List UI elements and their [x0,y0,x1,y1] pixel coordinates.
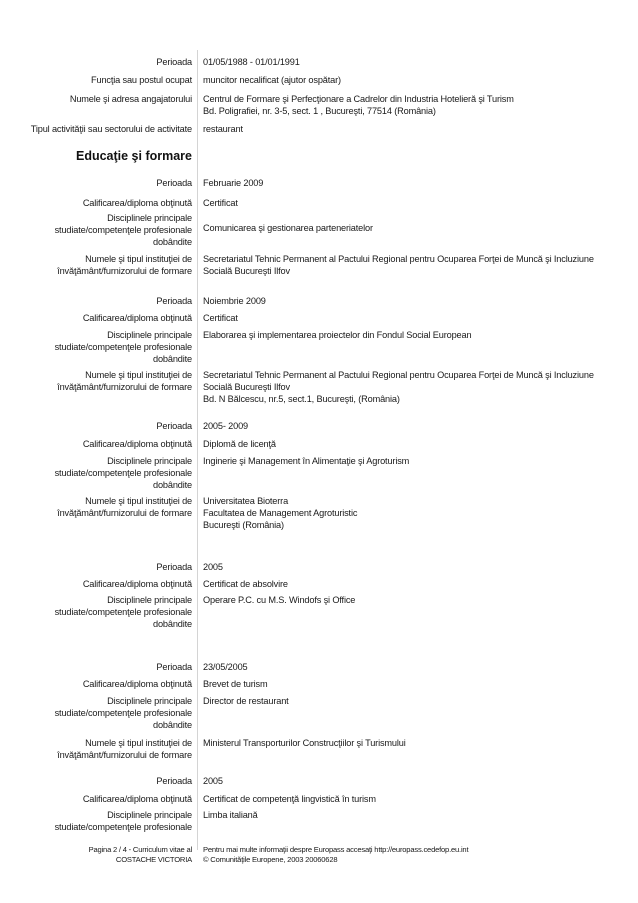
edu-subjects-value: Elaborarea şi implementarea proiectelor din Fondul Social European [203,330,472,340]
edu-qualification-label: Calificarea/diploma obţinută [82,439,192,449]
edu-qualification-value: Certificat [203,198,238,208]
edu-subjects-label-line: studiate/competenţele profesionale [54,468,192,479]
edu-org-label-line: Numele şi tipul instituţiei de [85,254,192,264]
edu-qualification-value: Brevet de turism [203,679,268,689]
edu-subjects-label [2,212,192,249]
edu-subjects-label-line: studiate/competenţele profesionale [54,342,192,353]
edu-subjects-label-line: Disciplinele principale [107,696,192,706]
edu-qualification-label: Calificarea/diploma obţinută [82,579,192,589]
edu-period-value: Februarie 2009 [203,178,264,188]
edu-qualification-label: Calificarea/diploma obţinută [82,198,192,208]
work-employer-line: Centrul de Formare şi Perfecţionare a Cadrelor din Industria Hotelieră şi Turism [203,94,514,104]
edu-period-value: 23/05/2005 [203,662,248,672]
edu-org-label-line: învăţământ/furnizorului de formare [57,750,192,761]
edu-subjects-label-line: dobândite [152,354,192,365]
work-period-value: 01/05/1988 - 01/01/1991 [203,57,300,67]
edu-subjects-label-line: studiate/competenţele profesionale [54,822,192,833]
edu-subjects-value: Limba italiană [203,810,258,820]
edu-qualification-value: Diplomă de licenţă [203,439,276,449]
edu-period-value: 2005 [203,562,223,572]
edu-org-line: Bucureşti (România) [203,520,284,531]
footer-page-info [89,845,192,865]
edu-period-label: Perioada [156,662,192,672]
edu-subjects-label-line: studiate/competenţele profesionale [54,607,192,618]
edu-subjects-label [2,455,192,492]
work-position-value: muncitor necalificat (ajutor ospătar) [203,75,341,85]
work-sector-value: restaurant [203,124,243,134]
edu-subjects-label-line: studiate/competenţele profesionale [54,225,192,236]
edu-org-value [203,495,628,532]
edu-subjects-label [2,809,192,833]
edu-org-label-line: învăţământ/furnizorului de formare [57,382,192,393]
edu-org-label-line: învăţământ/furnizorului de formare [57,266,192,277]
edu-period-label: Perioada [156,421,192,431]
edu-period-label: Perioada [156,562,192,572]
edu-qualification-label: Calificarea/diploma obţinută [82,679,192,689]
edu-org-line: Secretariatul Tehnic Permanent al Pactului Regional pentru Ocuparea Forţei de Muncă şi Incluziune [203,370,594,380]
edu-subjects-label-line: studiate/competenţele profesionale [54,708,192,719]
edu-period-value: 2005 [203,776,223,786]
edu-qualification-value: Certificat de competenţă lingvistică în turism [203,794,376,804]
edu-subjects-label-line: Disciplinele principale [107,456,192,466]
footer-europass-info [203,845,468,865]
edu-qualification-value: Certificat de absolvire [203,579,288,589]
footer-copyright: © Comunităţile Europene, 2003 20060628 [203,855,338,864]
edu-subjects-label-line: dobândite [152,480,192,491]
footer-europass-link: Pentru mai multe informaţii despre Europass accesaţi http://europass.cedefop.eu.int [203,845,469,854]
edu-org-line: Secretariatul Tehnic Permanent al Pactului Regional pentru Ocuparea Forţei de Muncă şi Incluziune [203,254,594,264]
edu-period-label: Perioada [156,776,192,786]
edu-org-label-line: învăţământ/furnizorului de formare [57,508,192,519]
edu-org-line: Bd. N Bălcescu, nr.5, sect.1, Bucureşti, (România) [203,394,400,405]
edu-qualification-label: Calificarea/diploma obţinută [82,794,192,804]
edu-org-label [2,253,192,277]
work-employer-label: Numele şi adresa angajatorului [69,94,192,104]
edu-org-value [203,737,628,749]
footer-page-number: Pagina 2 / 4 - Curriculum vitae al [88,845,192,854]
edu-subjects-label-line: Disciplinele principale [107,810,192,820]
edu-org-label [2,495,192,519]
edu-subjects-value: Comunicarea şi gestionarea parteneriatelor [203,223,373,233]
edu-subjects-label [2,329,192,366]
edu-org-line: Universitatea Bioterra [203,496,289,506]
edu-subjects-label-line: Disciplinele principale [107,330,192,340]
edu-subjects-label [2,695,192,732]
edu-subjects-label-line: dobândite [152,619,192,630]
work-employer-address: Bd. Poligrafiei, nr. 3-5, sect. 1 , Bucureşti, 77514 (România) [203,106,436,117]
work-employer-value [203,93,628,117]
edu-subjects-label [2,594,192,631]
work-period-label: Perioada [156,57,192,67]
edu-period-label: Perioada [156,296,192,306]
column-divider [197,50,198,850]
edu-subjects-label-line: dobândite [152,720,192,731]
work-position-label: Funcţia sau postul ocupat [91,75,192,85]
edu-org-value [203,253,628,277]
edu-org-value [203,369,628,406]
edu-period-value: 2005- 2009 [203,421,248,431]
edu-org-label-line: Numele şi tipul instituţiei de [85,738,192,748]
edu-subjects-label-line: dobândite [152,237,192,248]
edu-subjects-label-line: Disciplinele principale [107,595,192,605]
edu-qualification-value: Certificat [203,313,238,323]
edu-subjects-value: Inginerie şi Management în Alimentaţie şi Agroturism [203,456,410,466]
edu-period-label: Perioada [156,178,192,188]
edu-org-line: Facultatea de Management Agroturistic [203,508,358,519]
edu-period-value: Noiembrie 2009 [203,296,266,306]
edu-subjects-value: Operare P.C. cu M.S. Windofs şi Office [203,595,356,605]
edu-org-label [2,369,192,393]
footer-owner-name: COSTACHE VICTORIA [115,855,192,864]
edu-org-line: Socială Bucureşti Ilfov [203,382,290,393]
edu-subjects-value: Director de restaurant [203,696,289,706]
section-title-education: Educaţie şi formare [75,149,192,163]
edu-subjects-label-line: Disciplinele principale [107,213,192,223]
edu-org-line: Ministerul Transporturilor Construcţiilor şi Turismului [203,738,406,748]
edu-qualification-label: Calificarea/diploma obţinută [82,313,192,323]
work-sector-label: Tipul activităţii sau sectorului de activitate [30,124,192,134]
edu-org-label-line: Numele şi tipul instituţiei de [85,370,192,380]
edu-org-label-line: Numele şi tipul instituţiei de [85,496,192,506]
edu-org-line: Socială Bucureşti Ilfov [203,266,290,277]
edu-org-label [2,737,192,761]
